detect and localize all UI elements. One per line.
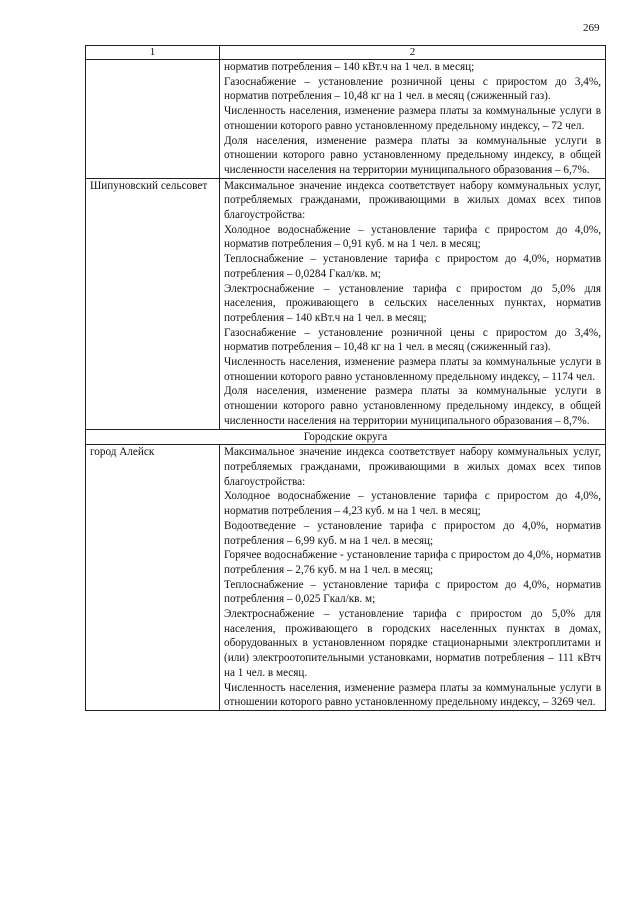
paragraph: Максимальное значение индекса соответствует набору коммунальных услуг, потребляемых гражданами, проживающими в жилых домах всех типов благоустройства: <box>224 179 601 222</box>
table-row <box>86 178 606 429</box>
paragraph: Холодное водоснабжение – установление тарифа с приростом до 4,0%, норматив потребления – 4,23 куб. м на 1 чел. в месяц; <box>224 490 601 518</box>
index-table <box>85 45 606 711</box>
description-cell <box>220 445 606 711</box>
table-row <box>86 60 606 179</box>
paragraph: Электроснабжение – установление тарифа с приростом до 5,0% для населения, проживающего в сельских населенных пунктах, норматив потребления – 140 кВт.ч на 1 чел. в месяц; <box>224 282 601 324</box>
table-header-row <box>86 46 606 60</box>
paragraph: Холодное водоснабжение – установление тарифа с приростом до 4,0%, норматив потребления – 0,91 куб. м на 1 чел. в месяц; <box>224 223 601 251</box>
region-cell <box>86 60 220 179</box>
paragraph: Численность населения, изменение размера платы за коммунальные услуги в отношении которого равно установленному предельному индексу, – 3269 чел. <box>224 681 601 709</box>
region-cell <box>86 178 220 429</box>
paragraph: Численность населения, изменение размера платы за коммунальные услуги в отношении которого равно установленному предельному индексу, – 1174 чел. <box>224 356 601 383</box>
column-number-1: 1 <box>86 46 220 60</box>
paragraph: Теплоснабжение – установление тарифа с приростом до 4,0%, норматив потребления – 0,0284 Гкал/кв. м; <box>224 253 601 280</box>
paragraph: Численность населения, изменение размера платы за коммунальные услуги в отношении которого равно установленному предельному индексу, – 72 чел. <box>224 105 601 132</box>
paragraph: Газоснабжение – установление розничной цены с приростом до 3,4%, норматив потребления – 10,48 кг на 1 чел. в месяц (сжиженный газ). <box>224 326 601 354</box>
region-name: Шипуновский сельсовет <box>90 179 208 192</box>
paragraph: Доля населения, изменение размера платы за коммунальные услуги в отношении которого равно установленному предельному индексу, в общей численности населения на территории муниципального образования – 8,7%. <box>224 385 601 427</box>
section-title: Городские округа <box>86 429 606 445</box>
page-number: 269 <box>583 22 600 34</box>
paragraph: Горячее водоснабжение - установление тарифа с приростом до 4,0%, норматив потребления – 2,76 куб. м на 1 чел. в месяц; <box>224 549 601 576</box>
paragraph: норматив потребления – 140 кВт.ч на 1 чел. в месяц; <box>224 61 475 73</box>
paragraph: Доля населения, изменение размера платы за коммунальные услуги в отношении которого равно установленному предельному индексу, в общей численности населения на территории муниципального образования – 6,7%. <box>224 134 601 176</box>
paragraph: Газоснабжение – установление розничной цены с приростом до 3,4%, норматив потребления – 10,48 кг на 1 чел. в месяц (сжиженный газ). <box>224 75 601 103</box>
paragraph: Электроснабжение – установление тарифа с приростом до 5,0% для населения, проживающего в городских населенных пунктах в домах, оборудованных в установленном порядке стационарными электроплитами и (или) электроотопительными установками, норматив потребления – 111 кВтч на 1 чел. в месяц. <box>224 608 601 679</box>
description-cell <box>220 60 606 179</box>
section-header-row <box>86 429 606 445</box>
paragraph: Максимальное значение индекса соответствует набору коммунальных услуг, потребляемых гражданами, проживающими в жилых домах всех типов благоустройства: <box>224 446 601 488</box>
paragraph: Теплоснабжение – установление тарифа с приростом до 4,0%, норматив потребления – 0,025 Гкал/кв. м; <box>224 578 601 606</box>
region-cell <box>86 445 220 711</box>
paragraph: Водоотведение – установление тарифа с приростом до 4,0%, норматив потребления – 6,99 куб. м на 1 чел. в месяц; <box>224 519 601 547</box>
column-number-2: 2 <box>220 46 606 60</box>
description-cell <box>220 178 606 429</box>
table-row <box>86 445 606 711</box>
region-name: город Алейск <box>90 446 155 459</box>
